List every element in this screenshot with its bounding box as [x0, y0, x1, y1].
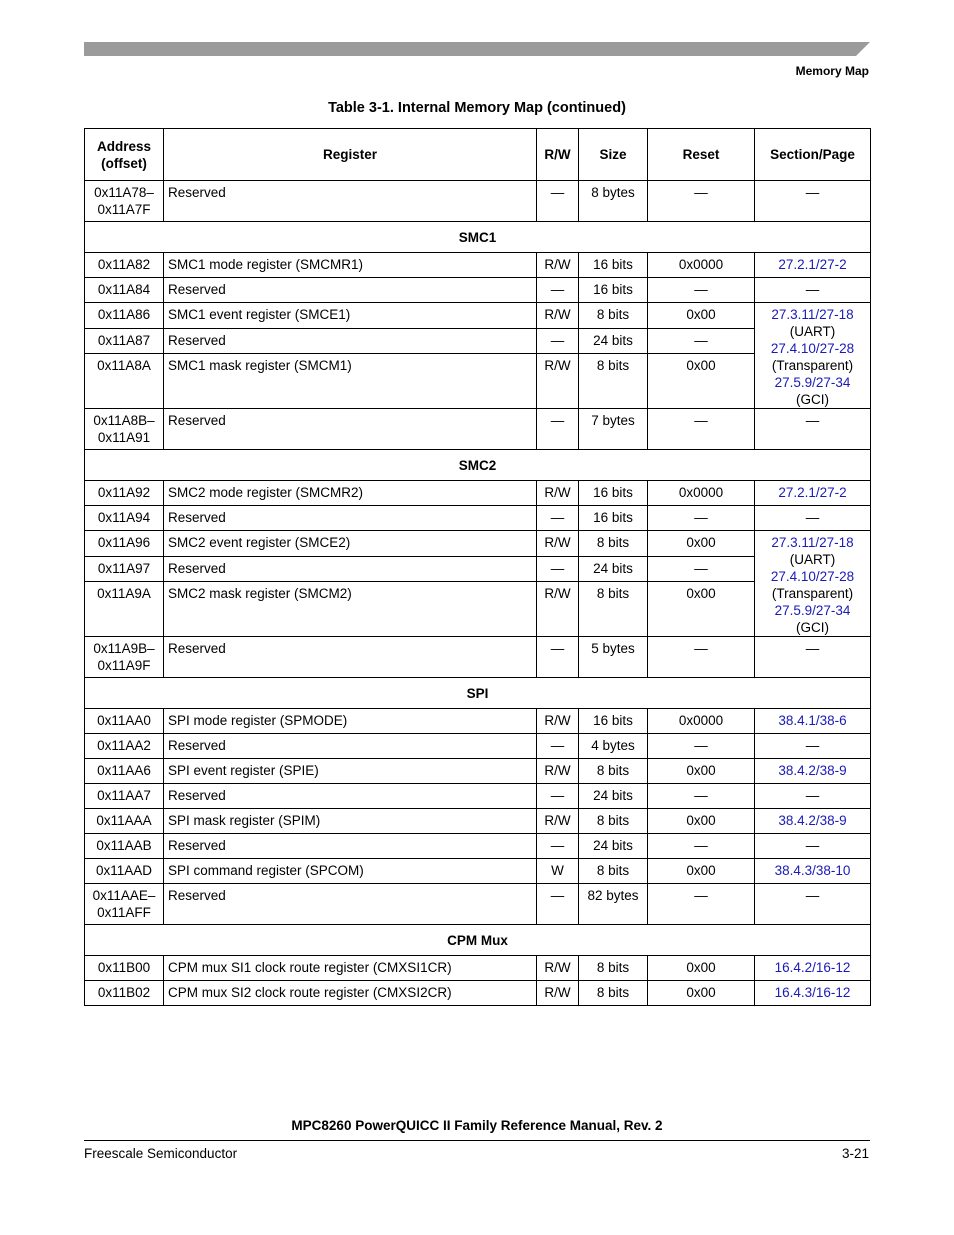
cell-size: 16 bits — [579, 278, 648, 303]
cell-reset: 0x00 — [648, 582, 755, 637]
cell-reset: — — [648, 637, 755, 678]
table-row — [85, 637, 871, 678]
cell-size: 24 bits — [579, 556, 648, 582]
cell-register: Reserved — [164, 834, 537, 859]
cell-address: 0x11A84 — [85, 278, 164, 303]
cell-rw: W — [537, 859, 579, 884]
cell-section-multi — [755, 303, 871, 409]
cell-register: SPI event register (SPIE) — [164, 759, 537, 784]
cell-rw: R/W — [537, 253, 579, 278]
table-row — [85, 531, 871, 557]
table-row — [85, 556, 871, 582]
cell-size: 16 bits — [579, 253, 648, 278]
cell-rw: — — [537, 637, 579, 678]
cell-register: Reserved — [164, 637, 537, 678]
table-row — [85, 506, 871, 531]
cell-reset: — — [648, 181, 755, 222]
cell-size: 24 bits — [579, 784, 648, 809]
cell-reset: — — [648, 884, 755, 925]
group-heading-row — [85, 222, 871, 253]
section-link[interactable]: 27.3.11/27-18 — [771, 307, 854, 322]
publisher-name: Freescale Semiconductor — [84, 1146, 238, 1161]
cell-rw: — — [537, 556, 579, 582]
table-row — [85, 409, 871, 450]
cell-rw: R/W — [537, 303, 579, 329]
cell-reset: 0x0000 — [648, 253, 755, 278]
group-heading: CPM Mux — [85, 925, 871, 956]
cell-register: Reserved — [164, 181, 537, 222]
cell-address: 0x11AAD — [85, 859, 164, 884]
cell-rw: — — [537, 884, 579, 925]
table-row — [85, 278, 871, 303]
header-bar — [0, 0, 954, 60]
cell-section: — — [755, 409, 871, 450]
cell-section: — — [755, 784, 871, 809]
cell-rw: R/W — [537, 531, 579, 557]
table-row — [85, 859, 871, 884]
cell-address: 0x11A9B– 0x11A9F — [85, 637, 164, 678]
cell-address: 0x11A8A — [85, 354, 164, 409]
cell-reset: 0x00 — [648, 956, 755, 981]
cell-section: — — [755, 637, 871, 678]
cell-rw: — — [537, 834, 579, 859]
cell-section: — — [755, 181, 871, 222]
cell-register: Reserved — [164, 278, 537, 303]
group-heading-row — [85, 925, 871, 956]
cell-section: — — [755, 834, 871, 859]
cell-register: Reserved — [164, 409, 537, 450]
cell-size: 24 bits — [579, 834, 648, 859]
cell-register: Reserved — [164, 506, 537, 531]
footer-divider — [84, 1140, 870, 1141]
cell-address: 0x11AA0 — [85, 709, 164, 734]
cell-address: 0x11A78– 0x11A7F — [85, 181, 164, 222]
cell-address: 0x11AA7 — [85, 784, 164, 809]
page-number: 3-21 — [841, 1146, 869, 1161]
cell-reset: 0x00 — [648, 859, 755, 884]
cell-rw: R/W — [537, 759, 579, 784]
cell-reset: 0x00 — [648, 981, 755, 1006]
col-header-rw: R/W — [537, 129, 579, 181]
cell-reset: — — [648, 328, 755, 354]
table-row — [85, 181, 871, 222]
cell-address: 0x11AAE– 0x11AFF — [85, 884, 164, 925]
cell-register: Reserved — [164, 556, 537, 582]
table-row — [85, 809, 871, 834]
cell-size: 7 bytes — [579, 409, 648, 450]
cell-rw: R/W — [537, 956, 579, 981]
table-row — [85, 481, 871, 506]
cell-rw: — — [537, 181, 579, 222]
cell-section: — — [755, 734, 871, 759]
cell-address: 0x11B00 — [85, 956, 164, 981]
group-heading-row — [85, 450, 871, 481]
cell-rw: — — [537, 328, 579, 354]
cell-rw: R/W — [537, 582, 579, 637]
cell-section: — — [755, 278, 871, 303]
section-link[interactable]: 16.4.2/16-12 — [755, 956, 871, 981]
document-title: MPC8260 PowerQUICC II Family Reference Manual, Rev. 2 — [291, 1118, 663, 1133]
cell-size: 8 bits — [579, 354, 648, 409]
cell-address: 0x11A86 — [85, 303, 164, 329]
cell-size: 16 bits — [579, 709, 648, 734]
section-link[interactable]: 27.4.10/27-28 — [770, 341, 855, 356]
cell-reset: — — [648, 278, 755, 303]
section-link[interactable]: 38.4.2/38-9 — [755, 759, 871, 784]
cell-address: 0x11AAA — [85, 809, 164, 834]
cell-reset: — — [648, 506, 755, 531]
group-heading: SPI — [85, 678, 871, 709]
section-link[interactable]: 27.5.9/27-34 — [774, 603, 851, 618]
cell-section: — — [755, 884, 871, 925]
cell-reset: 0x00 — [648, 759, 755, 784]
table-row — [85, 328, 871, 354]
group-heading: SMC1 — [85, 222, 871, 253]
cell-size: 8 bits — [579, 956, 648, 981]
section-link[interactable]: 16.4.3/16-12 — [755, 981, 871, 1006]
cell-register: SMC1 event register (SMCE1) — [164, 303, 537, 329]
cell-register: SMC2 event register (SMCE2) — [164, 531, 537, 557]
cell-size: 8 bytes — [579, 181, 648, 222]
table-row — [85, 784, 871, 809]
cell-size: 24 bits — [579, 328, 648, 354]
section-link[interactable]: 38.4.1/38-6 — [755, 709, 871, 734]
col-header-section: Section/Page — [755, 129, 871, 181]
cell-size: 16 bits — [579, 481, 648, 506]
cell-address: 0x11AA6 — [85, 759, 164, 784]
section-link[interactable]: 38.4.3/38-10 — [755, 859, 871, 884]
cell-size: 8 bits — [579, 859, 648, 884]
col-header-address: Address (offset) — [85, 129, 164, 181]
table-row — [85, 582, 871, 637]
table-row — [85, 303, 871, 329]
cell-register: Reserved — [164, 328, 537, 354]
section-link[interactable]: 27.3.11/27-18 — [771, 535, 854, 550]
cell-address: 0x11A92 — [85, 481, 164, 506]
cell-size: 8 bits — [579, 809, 648, 834]
cell-rw: R/W — [537, 354, 579, 409]
table-row — [85, 759, 871, 784]
section-mode-label: (UART) — [789, 552, 836, 567]
section-mode-label: (GCI) — [796, 620, 829, 635]
cell-size: 16 bits — [579, 506, 648, 531]
cell-rw: R/W — [537, 981, 579, 1006]
cell-register: SMC2 mode register (SMCMR2) — [164, 481, 537, 506]
cell-size: 82 bytes — [579, 884, 648, 925]
memory-map-table — [84, 128, 871, 1006]
section-link[interactable]: 27.4.10/27-28 — [770, 569, 855, 584]
cell-register: Reserved — [164, 884, 537, 925]
cell-rw: — — [537, 409, 579, 450]
cell-size: 8 bits — [579, 303, 648, 329]
cell-rw: R/W — [537, 809, 579, 834]
cell-reset: — — [648, 734, 755, 759]
cell-size: 5 bytes — [579, 637, 648, 678]
cell-register: SPI mode register (SPMODE) — [164, 709, 537, 734]
group-heading-row — [85, 678, 871, 709]
cell-register: CPM mux SI1 clock route register (CMXSI1CR) — [164, 956, 537, 981]
cell-reset: 0x00 — [648, 809, 755, 834]
cell-reset: 0x0000 — [648, 709, 755, 734]
cell-address: 0x11AAB — [85, 834, 164, 859]
table-row — [85, 884, 871, 925]
table-caption: Table 3-1. Internal Memory Map (continued) — [328, 100, 626, 116]
cell-register: SMC1 mode register (SMCMR1) — [164, 253, 537, 278]
cell-register: SPI command register (SPCOM) — [164, 859, 537, 884]
table-row — [85, 834, 871, 859]
table-row — [85, 253, 871, 278]
cell-reset: — — [648, 834, 755, 859]
section-mode-label: (Transparent) — [771, 358, 854, 373]
running-header: Memory Map — [795, 64, 869, 78]
table-row — [85, 354, 871, 409]
cell-section-multi — [755, 531, 871, 637]
cell-size: 8 bits — [579, 759, 648, 784]
cell-register: SMC2 mask register (SMCM2) — [164, 582, 537, 637]
cell-size: 8 bits — [579, 981, 648, 1006]
section-link[interactable]: 27.2.1/27-2 — [755, 481, 871, 506]
cell-reset: 0x00 — [648, 531, 755, 557]
cell-address: 0x11A97 — [85, 556, 164, 582]
col-header-reset: Reset — [648, 129, 755, 181]
cell-address: 0x11A87 — [85, 328, 164, 354]
cell-register: SPI mask register (SPIM) — [164, 809, 537, 834]
cell-address: 0x11A96 — [85, 531, 164, 557]
cell-register: Reserved — [164, 784, 537, 809]
cell-address: 0x11A8B– 0x11A91 — [85, 409, 164, 450]
cell-address: 0x11A9A — [85, 582, 164, 637]
cell-reset: — — [648, 556, 755, 582]
cell-reset: — — [648, 784, 755, 809]
cell-rw: — — [537, 784, 579, 809]
section-link[interactable]: 27.5.9/27-34 — [774, 375, 851, 390]
cell-reset: 0x00 — [648, 354, 755, 409]
section-link[interactable]: 27.2.1/27-2 — [755, 253, 871, 278]
col-header-register: Register — [164, 129, 537, 181]
cell-rw: — — [537, 506, 579, 531]
cell-section: — — [755, 506, 871, 531]
cell-reset: — — [648, 409, 755, 450]
cell-address: 0x11A94 — [85, 506, 164, 531]
cell-reset: 0x0000 — [648, 481, 755, 506]
cell-register: Reserved — [164, 734, 537, 759]
cell-address: 0x11AA2 — [85, 734, 164, 759]
section-mode-label: (GCI) — [796, 392, 829, 407]
cell-rw: R/W — [537, 709, 579, 734]
table-header-row — [85, 129, 871, 181]
cell-register: CPM mux SI2 clock route register (CMXSI2CR) — [164, 981, 537, 1006]
section-mode-label: (Transparent) — [771, 586, 854, 601]
cell-rw: — — [537, 278, 579, 303]
cell-address: 0x11B02 — [85, 981, 164, 1006]
cell-size: 4 bytes — [579, 734, 648, 759]
table-row — [85, 981, 871, 1006]
group-heading: SMC2 — [85, 450, 871, 481]
cell-size: 8 bits — [579, 531, 648, 557]
cell-register: SMC1 mask register (SMCM1) — [164, 354, 537, 409]
cell-size: 8 bits — [579, 582, 648, 637]
cell-reset: 0x00 — [648, 303, 755, 329]
table-row — [85, 956, 871, 981]
cell-address: 0x11A82 — [85, 253, 164, 278]
cell-rw: R/W — [537, 481, 579, 506]
cell-rw: — — [537, 734, 579, 759]
section-link[interactable]: 38.4.2/38-9 — [755, 809, 871, 834]
section-mode-label: (UART) — [789, 324, 836, 339]
table-row — [85, 734, 871, 759]
table-row — [85, 709, 871, 734]
col-header-size: Size — [579, 129, 648, 181]
